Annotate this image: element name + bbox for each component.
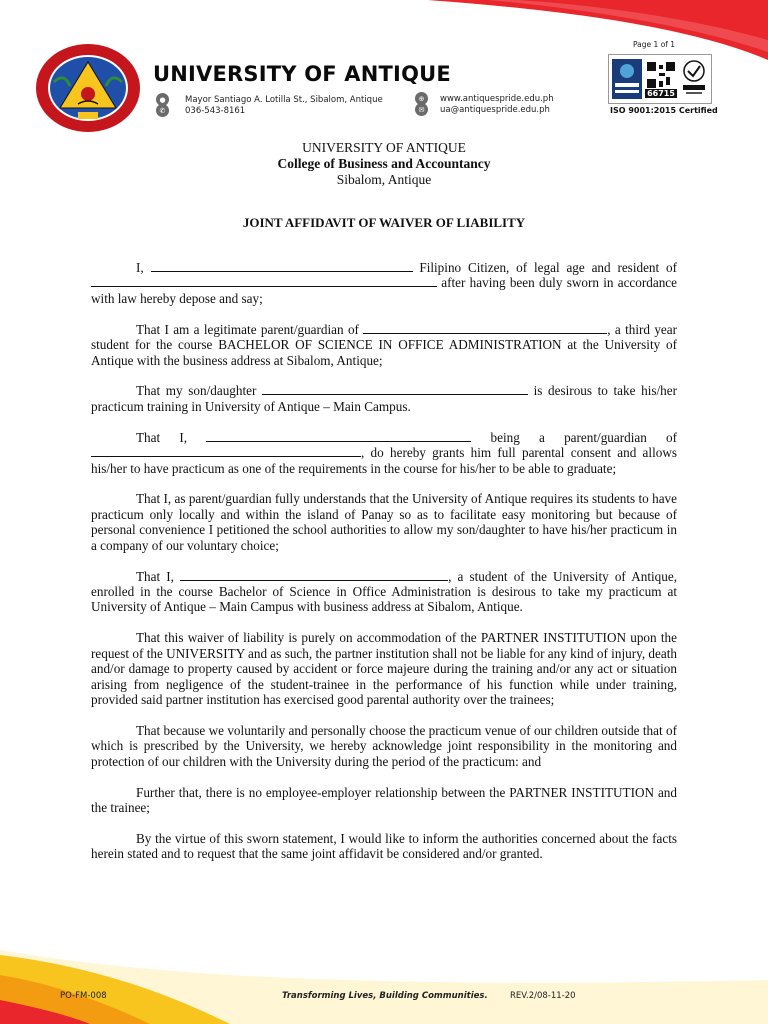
revision-code: REV.2/08-11-20	[510, 991, 576, 1001]
phone-line	[156, 104, 245, 117]
document-title: JOINT AFFIDAVIT OF WAIVER OF LIABILITY	[242, 215, 526, 230]
p6-text-b: , a student of the University of Antique, enrolled in the course Bachelor of Science in Office Administration is desirous to take my practicum at University of Antique – Main Campus with business address at Sibalom, Antique.	[91, 568, 678, 615]
name-blank-1[interactable]	[151, 260, 413, 272]
iso-badge-icon	[612, 59, 642, 99]
paragraph-3	[91, 383, 677, 414]
address-text: Mayor Santiago A. Lotilla St., Sibalom, Antique	[185, 94, 383, 105]
cert-number: 66715	[647, 88, 675, 98]
heading-college: College of Business and Accountancy	[277, 156, 491, 171]
qr-code-icon	[646, 61, 676, 89]
residence-blank[interactable]	[91, 275, 437, 287]
heading-university: UNIVERSITY OF ANTIQUE	[302, 140, 466, 155]
p2-text-b: , a third year student for the course BACHELOR OF SCIENCE IN OFFICE ADMINISTRATION at the University of Antique with the business address at Sibalom, Antique;	[91, 321, 678, 368]
paragraph-7: That this waiver of liability is purely on accommodation of the PARTNER INSTITUTION upon the request of the UNIVERSITY and as such, the partner institution shall not be liable for any kind of injury, death and/or damage to property caused by accident or force majeure during the training and/or any act or situation arising from negligence of the student-trainee in the performance of his function while under training, provided said partner institution has exercised good parental authority over the trainees;	[91, 630, 677, 707]
child-name-blank[interactable]	[262, 383, 528, 395]
student-name-blank-1[interactable]	[363, 322, 607, 334]
university-name: UNIVERSITY OF ANTIQUE	[153, 62, 451, 86]
website-text[interactable]: www.antiquespride.edu.ph	[440, 93, 554, 104]
p2-text-a: That I am a legitimate parent/guardian of	[136, 321, 359, 337]
p6-text-a: That I,	[136, 568, 174, 584]
footer-swoosh	[0, 930, 768, 1024]
cert-caption: ISO 9001:2015 Certified	[610, 106, 718, 115]
web-icon: ⊕	[415, 92, 428, 105]
paragraph-1	[91, 260, 677, 306]
p3-text-a: That my son/daughter	[136, 383, 257, 399]
institution-heading	[0, 140, 768, 188]
paragraph-8: That because we voluntarily and personally choose the practicum venue of our children outside that of which is prescribed by the University, we hereby acknowledge joint responsibility in the monitoring and protection of our children with the University during the period of the practicum: and	[91, 722, 677, 769]
letterhead	[0, 0, 768, 140]
student-name-blank-3[interactable]	[180, 569, 448, 581]
paragraph-10: By the virtue of this sworn statement, I would like to inform the authorities concerned about the facts herein stated and to request that the same joint affidavit be considered and/or granted.	[91, 830, 677, 862]
form-code: PO-FM-008	[60, 991, 107, 1001]
p1-text-a: I,	[136, 260, 144, 275]
paragraph-4	[91, 430, 677, 476]
paragraph-6	[91, 569, 677, 615]
certification-badges	[608, 54, 712, 104]
page-indicator: Page 1 of 1	[633, 40, 676, 49]
university-seal	[34, 42, 142, 134]
paragraph-2	[91, 322, 677, 368]
header-swoosh	[368, 0, 768, 60]
phone-text: 036-543-8161	[185, 105, 246, 116]
email-line	[415, 103, 550, 116]
p1-text-c: after having been duly sworn in accordance with law hereby depose and say;	[91, 275, 678, 306]
paragraph-9: Further that, there is no employee-employer relationship between the PARTNER INSTITUTION and the trainee;	[91, 784, 677, 815]
p3-text-b: is desirous to take his/her practicum training in University of Antique – Main Campus.	[91, 383, 677, 414]
p4-text-b: being a parent/guardian of	[490, 429, 678, 445]
affidavit-body	[91, 260, 677, 877]
p1-text-b: Filipino Citizen, of legal age and resident of	[419, 260, 677, 275]
phone-icon: ✆	[156, 104, 169, 117]
ukas-badge-icon	[680, 59, 708, 99]
location-icon: ●	[156, 93, 169, 106]
p4-text-a: That I,	[136, 429, 188, 445]
footer-tagline: Transforming Lives, Building Communities.	[282, 991, 488, 1001]
heading-location: Sibalom, Antique	[336, 172, 432, 187]
email-icon: ✉	[415, 103, 428, 116]
p4-text-c: , do hereby grants him full parental consent and allows his/her to have practicum as one of the requirements in the course for his/her to be able to graduate;	[91, 445, 677, 476]
paragraph-5: That I, as parent/guardian fully understands that the University of Antique requires its students to have practicum only locally and within the island of Panay so as to facilitate easy monitoring but because of personal convenience I petitioned the school authorities to allow my son/daughter to have his/her practicum in a company of our voluntary choice;	[91, 491, 677, 553]
student-name-blank-2[interactable]	[91, 445, 361, 457]
email-text[interactable]: ua@antiquespride.edu.ph	[440, 104, 550, 115]
parent-name-blank[interactable]	[206, 430, 471, 442]
